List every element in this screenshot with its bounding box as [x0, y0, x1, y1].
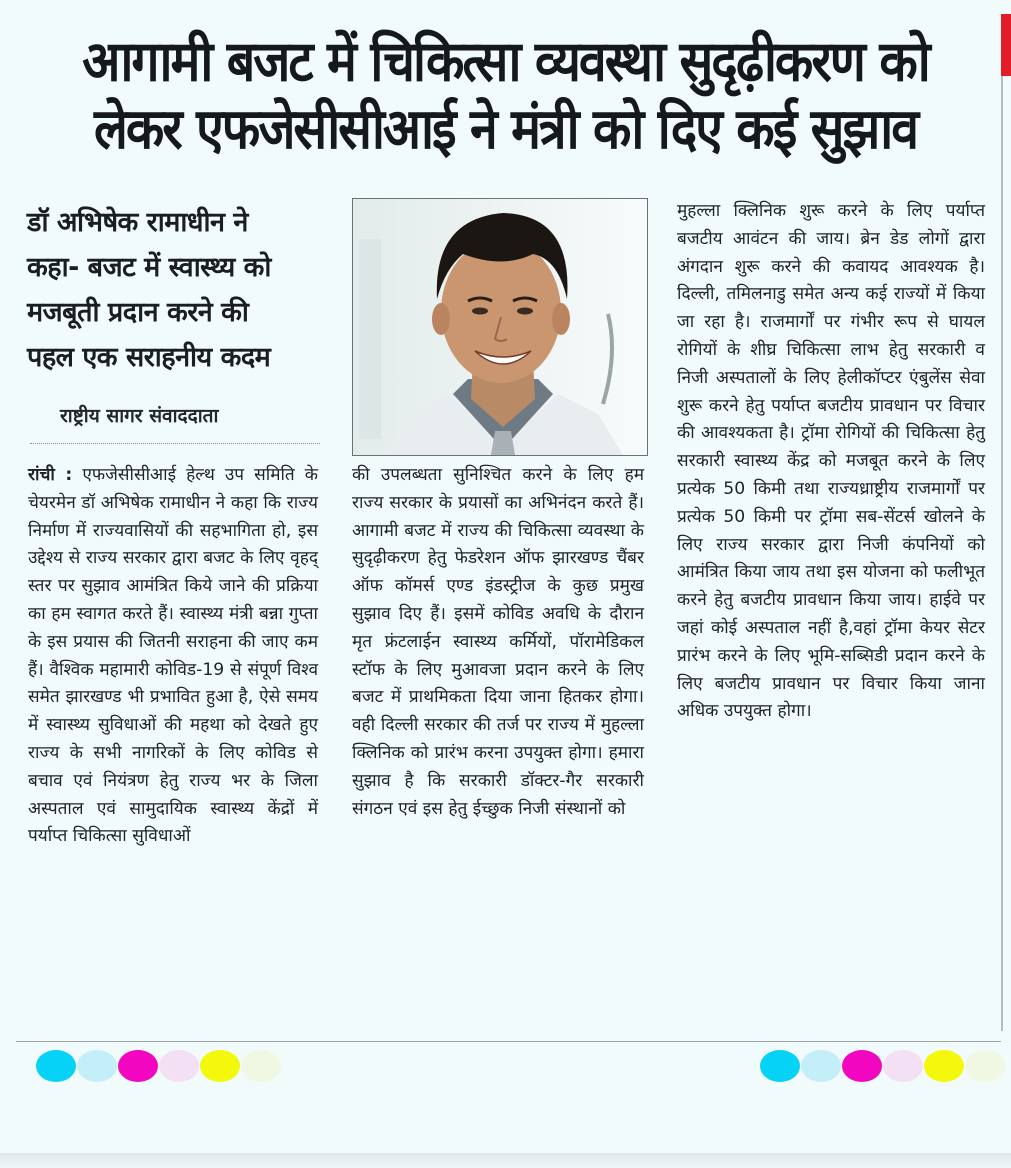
registration-dot	[241, 1050, 281, 1082]
subheadline-line: कहा- बजट में स्वास्थ्य को	[27, 252, 271, 283]
article-text: की उपलब्धता सुनिश्चित करने के लिए हम राज्य सरकार के प्रयासों का अभिनंदन करते हैं। आगामी बजट में राज्य की चिकित्सा व्यवस्था के सुदृढ़ीकरण हेतु फेडरेशन ऑफ झारखण्ड चैंबर ऑफ कॉमर्स एण्ड इंडस्ट्रीज के कुछ प्रमुख सुझाव दिए हैं। इसमें कोविड अवधि के दौरान मृत फ्रंटलाईन स्वास्थ्य कर्मियों, पॉरामेडिकल स्टॉफ के लिए मुआवजा प्रदान करने के लिए बजट में प्राथमिकता दिया जाना हितकर होगा। वही दिल्ली सरकार की तर्ज पर राज्य में मुहल्ला क्लिनिक को प्रारंभ करना उपयुक्त होगा। हमारा सुझाव है कि सरकारी डॉक्टर-गैर सरकारी संगठन एवं इस हेतु ईच्छुक निजी संस्थानों को	[352, 465, 644, 819]
headline	[18, 28, 993, 162]
registration-dot	[77, 1050, 117, 1082]
registration-dot	[842, 1050, 882, 1082]
subheadline-line: मजबूती प्रदान करने की	[27, 297, 249, 328]
column-divider-right	[1001, 76, 1003, 1031]
dateline-place: रांची :	[28, 465, 73, 485]
registration-dot	[36, 1050, 76, 1082]
registration-dot	[965, 1050, 1005, 1082]
registration-dot	[200, 1050, 240, 1082]
article-column-2	[352, 462, 644, 823]
byline: राष्ट्रीय सागर संवाददाता	[60, 405, 219, 427]
subheadline	[27, 200, 327, 380]
article-column-3	[677, 198, 985, 726]
subheadline-line: डॉ अभिषेक रामाधीन ने	[27, 207, 248, 238]
bottom-divider	[16, 1041, 1001, 1042]
article-text: मुहल्ला क्लिनिक शुरू करने के लिए पर्याप्त बजटीय आवंटन की जाय। ब्रेन डेड लोगों द्वारा अंगदान शुरू करने की कवायद आवश्यक है। दिल्ली, तमिलनाडु समेत अन्य कई राज्यों में किया जा रहा है। राजमार्गों पर गंभीर रूप से घायल रोगियों के शीघ्र चिकित्सा लाभ हेतु सरकारी व निजी अस्पतालों के लिए हेलीकॉप्टर एंबुलेंस सेवा शुरू करने हेतु पर्याप्त बजटीय प्रावधान पर विचार की आवश्यकता है। ट्रॉमा रोगियों की चिकित्सा हेतु सरकारी स्वास्थ्य केंद्र को मजबूत करने के लिए प्रत्येक 50 किमी तथा राज्यध्राष्ट्रीय राजमार्गों पर प्रत्येक 50 किमी पर ट्रॉमा सब-सेंटर्स खोलने के लिए राज्य सरकार द्वारा निजी कंपनियों को आमंत्रित किया जाय तथा इस योजना को फलीभूत करने हेतु बजटीय प्रावधान किया जाय। हाईवे पर जहां कोई अस्पताल नहीं है,वहां ट्रॉमा केयर सेटर प्रारंभ करने के लिए भूमि-सब्सिडी प्रदान करने के लिए बजटीय प्रावधान पर विचार किया जाना अधिक उपयुक्त होगा।	[677, 201, 985, 722]
red-edge-marker	[1001, 14, 1011, 76]
dotted-divider	[30, 443, 320, 444]
registration-dot	[924, 1050, 964, 1082]
registration-marks-left	[36, 1050, 281, 1082]
page-bottom-edge	[0, 1153, 1011, 1168]
registration-dot	[118, 1050, 158, 1082]
registration-dot	[159, 1050, 199, 1082]
registration-dot	[760, 1050, 800, 1082]
article-column-1	[28, 462, 318, 851]
portrait-photo-icon	[353, 199, 647, 455]
headline-line-2: लेकर एफजेसीसीआई ने मंत्री को दिए कई सुझाव	[93, 96, 918, 162]
portrait-photo	[352, 198, 648, 456]
subheadline-line: पहल एक सराहनीय कदम	[27, 342, 271, 373]
registration-marks-right	[760, 1050, 1005, 1082]
registration-dot	[883, 1050, 923, 1082]
registration-dot	[801, 1050, 841, 1082]
headline-line-1: आगामी बजट में चिकित्सा व्यवस्था सुदृढ़ीकरण को	[82, 29, 929, 95]
article-text: एफजेसीसीआई हेल्थ उप समिति के चेयरमेन डॉ अभिषेक रामाधीन ने कहा कि राज्य निर्माण में राज्यवासियों की सहभागिता हो, इस उद्देश्य से राज्य सरकार द्वारा बजट के लिए वृहद् स्तर पर सुझाव आमंत्रित किये जाने की प्रक्रिया का हम स्वागत करते हैं। स्वास्थ्य मंत्री बन्ना गुप्ता के इस प्रयास की जितनी सराहना की जाए कम हैं। वैश्विक महामारी कोविड-19 से संपूर्ण विश्व समेत झारखण्ड भी प्रभावित हुआ है, ऐसे समय में स्वास्थ्य सुविधाओं की महथा को देखते हुए राज्य के सभी नागरिकों के लिए कोविड से बचाव एवं नियंत्रण हेतु राज्य भर के जिला अस्पताल एवं सामुदायिक स्वास्थ्य केंद्रों में पर्याप्त चिकित्सा सुविधाओं	[28, 465, 318, 847]
